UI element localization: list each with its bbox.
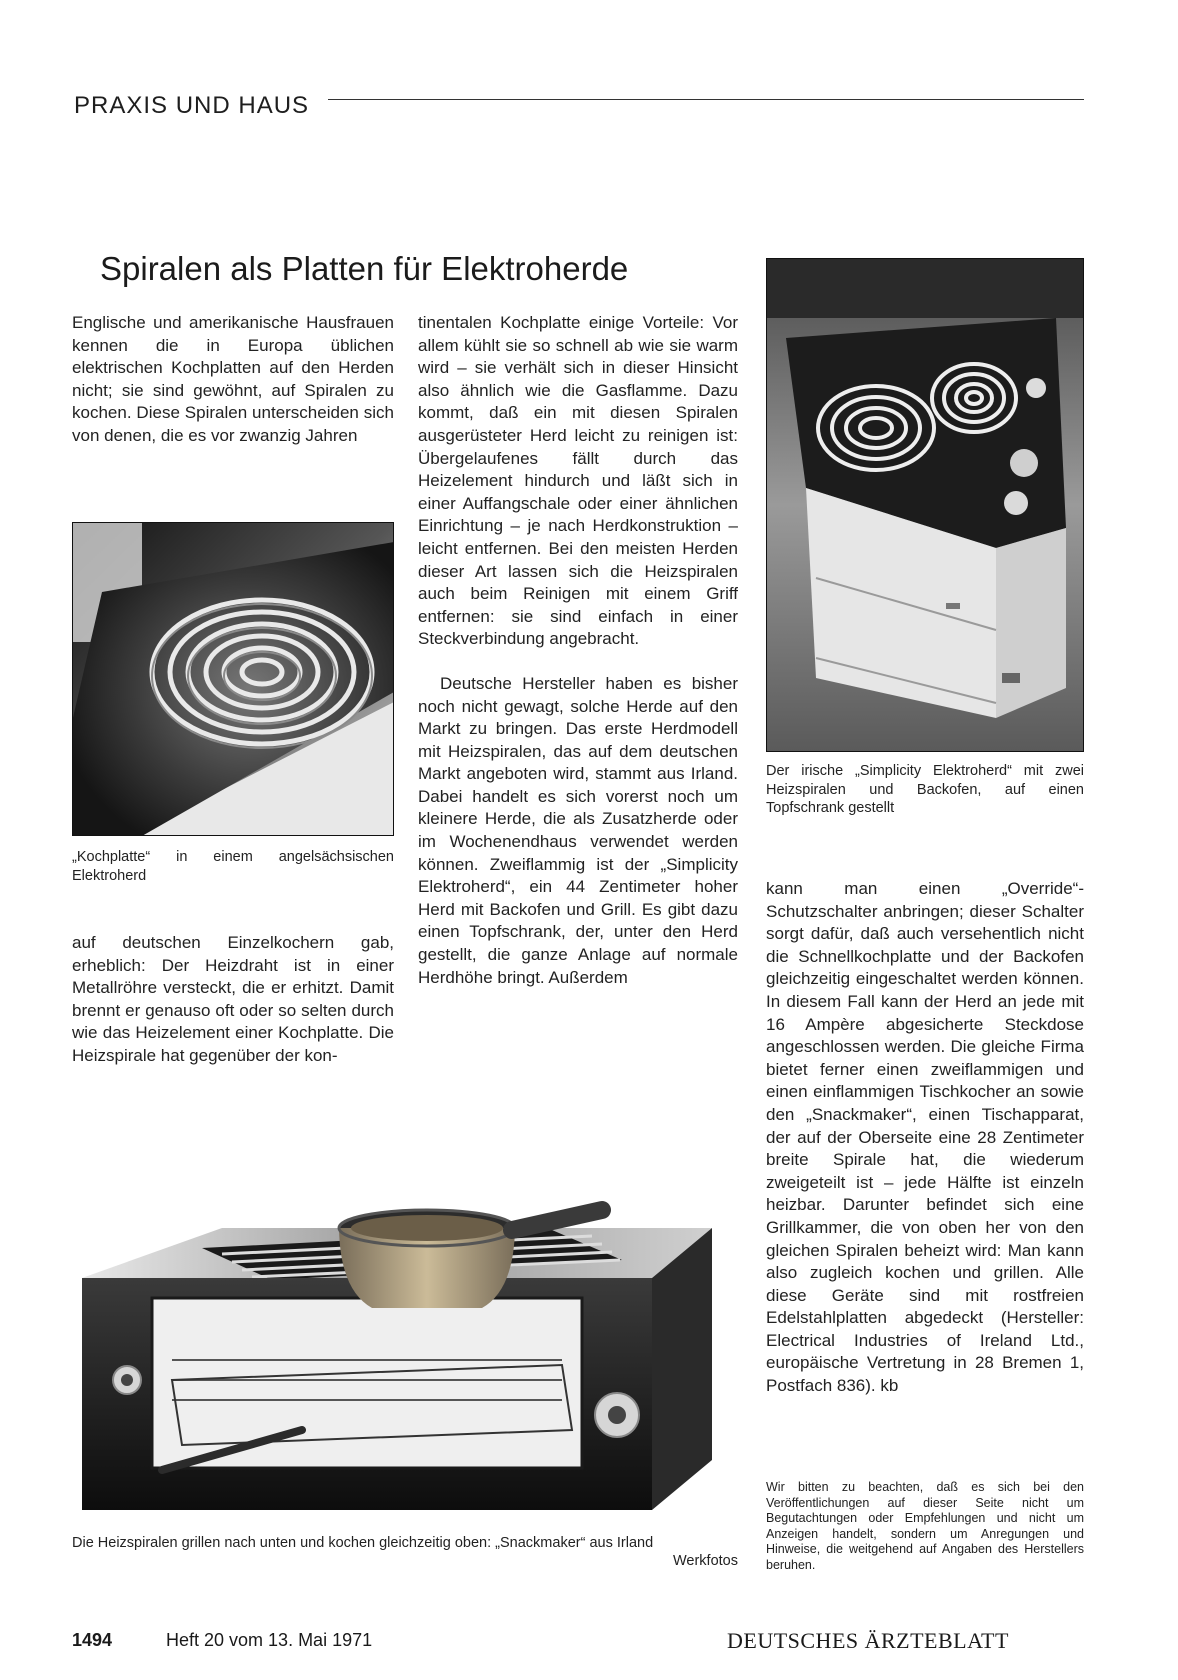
caption-photo-2: Der irische „Simplicity Elektroherd“ mit zwei Heizspiralen und Backofen, auf einen Topfschrank gestellt [766, 763, 1084, 816]
article-title: Spiralen als Platten für Elektroherde [100, 250, 629, 287]
column-3 [766, 878, 1084, 1398]
column-1-top [72, 312, 394, 448]
paragraph: Englische und amerikanische Hausfrauen kennen die in Europa üblichen elektrischen Kochplatten auf den Herden nicht; sie sind gewöhnt, auf Spiralen zu kochen. Diese Spiralen unterscheiden sich von denen, die es vor zwanzig Jahren [72, 313, 394, 445]
section-rule [328, 99, 1084, 100]
caption-photo-3: Die Heizspiralen grillen nach unten und kochen gleichzeitig oben: „Snackmaker“ aus Irland [72, 1535, 654, 1551]
page-number: 1494 [72, 1630, 113, 1650]
paragraph: tinentalen Kochplatte einige Vorteile: Vor allem kühlt sie so schnell ab wie sie warm wird – sie verhält sich in dieser Hinsicht also ähnlich wie die Gasflamme. Dazu kommt, daß ein mit diesen Spiralen ausgerüsteter Herd leicht zu reinigen ist: Übergelaufenes fällt durch das Heizelement hindurch und läßt sich in einer Auffangschale oder einer ähnlichen Einrichtung – je nach Herdkonstruktion – leicht entfernen. Bei den meisten Herden dieser Art lassen sich die Heizspiralen auch beim Reinigen mit einem Griff entfernen: sie sind einfach in einer Steckverbindung angebracht. [418, 313, 738, 649]
issue-info: Heft 20 vom 13. Mai 1971 [166, 1630, 373, 1650]
paragraph: kann man einen „Override“-Schutzschalter anbringen; dieser Schalter sorgt dafür, daß auch versehentlich nicht die Schnellkochplatte und der Backofen gleichzeitig eingeschaltet werden können. In diesem Fall kann der Herd an jede mit 16 Ampère abgesicherte Steckdose angeschlossen werden. Die gleiche Firma bietet ferner einen zweiflammigen und einen einflammigen Tischkocher an sowie den „Snackmaker“, einen Tischapparat, der auf der Oberseite eine 28 Zentimeter breite Spirale hat, die wiederum zweigeteilt ist – jede Hälfte ist einzeln heizbar. Darunter befindet sich eine Grillkammer, die von oben her von den gleichen Spiralen beheizt wird: Man kann also zugleich kochen und grillen. Alle diese Geräte sind mit rostfreien Edelstahlplatten abgedeckt (Hersteller: Electrical Industries of Ireland Ltd., europäische Vertretung in 28 Bremen 1, Postfach 836). kb [766, 879, 1084, 1396]
photo-simplicity-stove [766, 258, 1084, 752]
photo-credit: Werkfotos [672, 1553, 738, 1569]
paragraph: auf deutschen Einzelkochern gab, erheblich: Der Heizdraht ist in einer Metallröhre versteckt, die er erhitzt. Damit brennt er genauso oft oder so selten durch wie das Heizelement einer Kochplatte. Die Heizspirale hat gegenüber der kon- [72, 933, 394, 1065]
photo-hotplate-spiral [72, 522, 394, 836]
caption-photo-1: „Kochplatte“ in einem angelsächsischen Elektroherd [72, 849, 394, 884]
magazine-name: DEUTSCHES ÄRZTEBLATT [727, 1628, 1009, 1653]
photo-snackmaker [72, 1130, 738, 1530]
disclaimer-notice: Wir bitten zu beachten, daß es sich bei den Veröffentlichungen auf dieser Seite nicht um Begutachtungen oder Empfehlungen und nicht um Anzeigen handelt, sondern um Anregungen und Hinweise, die weitgehend auf Angaben des Herstellers beruhen. [766, 1480, 1084, 1572]
section-label: PRAXIS UND HAUS [74, 92, 310, 119]
column-2 [418, 312, 738, 989]
paragraph: Deutsche Hersteller haben es bisher noch nicht gewagt, solche Herde auf den Markt zu bringen. Das erste Herdmodell mit Heizspiralen, das auf dem deutschen Markt angeboten wird, stammt aus Irland. Dabei handelt es sich vorerst noch um kleinere Herde, die als Zusatzherde oder im Wochenendhaus verwendet werden können. Zweiflammig ist der „Simplicity Elektroherd“, ein 44 Zentimeter hoher Herd mit Backofen und Grill. Es gibt dazu einen Topfschrank, der, unter den Herd gestellt, die ganze Anlage auf normale Herdhöhe bringt. Außerdem [418, 673, 738, 987]
column-1-bottom [72, 932, 394, 1068]
